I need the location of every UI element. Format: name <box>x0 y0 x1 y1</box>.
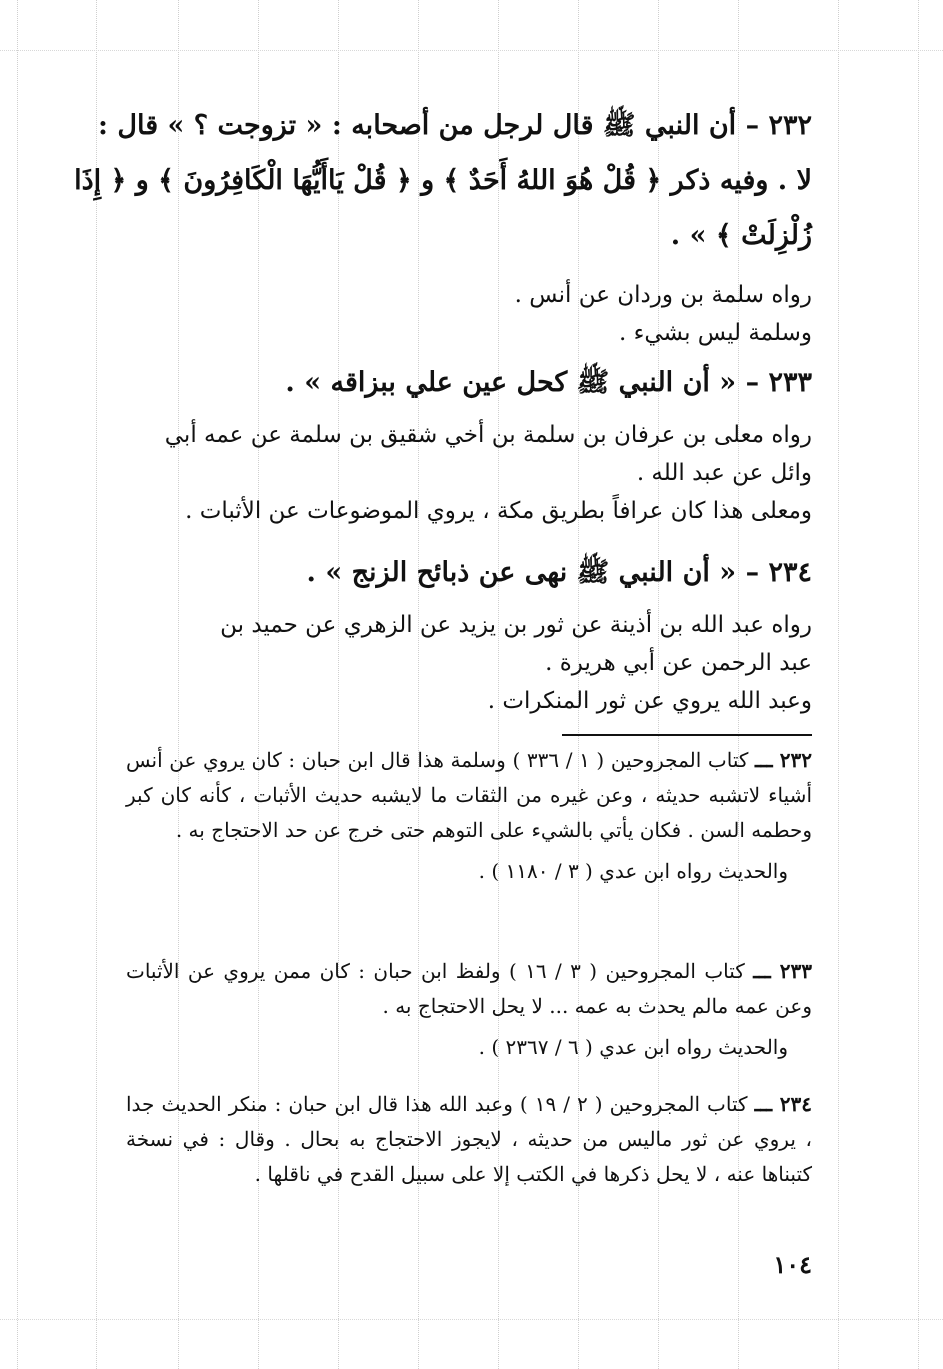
narration-233-line-3: ومعلى هذا كان عرافاً بطريق مكة ، يروي الموضوعات عن الأثبات . <box>185 498 812 524</box>
footnote-232-body <box>126 743 812 848</box>
narration-232 <box>126 276 812 352</box>
footnote-separator <box>562 734 812 736</box>
footnote-232-reference: والحديث رواه ابن عدي ( ٣ / ١١٨٠ ) . <box>478 859 788 883</box>
narration-234-line-1: رواه عبد الله بن أذينة عن ثور بن يزيد عن الزهري عن حميد بن <box>220 612 812 638</box>
footnote-234-text: كتاب المجروحين ( ٢ / ١٩ ) وعبد الله هذا قال ابن حبان : منكر الحديث جدا ، يروي عن ثور ماليس من حديثه ، لايجوز الاحتجاج به بحال . وقال : في نسخة كتبناها عنه ، لا يحل ذكرها في الكتب إلا على سبيل القدح في ناقلها . <box>126 1092 812 1186</box>
footnote-233-number: ٢٣٣ ـــ <box>753 959 813 983</box>
narration-232-line-1: رواه سلمة بن وردان عن أنس . <box>514 282 812 308</box>
page-number: ١٠٤ <box>773 1250 812 1279</box>
hadith-233 <box>126 358 812 408</box>
footnote-232-number: ٢٣٢ ـــ <box>754 748 813 772</box>
footnote-234-body <box>126 1087 812 1192</box>
scan-guide-line <box>838 0 839 1369</box>
narration-233-line-1: رواه معلى بن عرفان بن سلمة بن أخي شقيق بن سلمة عن عمه أبي <box>164 422 812 448</box>
footnote-233-text: كتاب المجروحين ( ٣ / ١٦ ) ولفظ ابن حبان : كان ممن يروي عن الأثبات وعن عمه مالم يحدث به عمه ... لا يحل الاحتجاج به . <box>126 959 812 1018</box>
narration-233-line-2: وائل عن عبد الله . <box>636 460 812 486</box>
footnote-234-number: ٢٣٤ ـــ <box>754 1092 813 1116</box>
narration-233 <box>126 416 812 530</box>
scan-guide-line <box>17 0 18 1369</box>
hadith-232-line-3: زُلْزِلَتْ ﴾ » . <box>670 220 812 251</box>
footnote-234 <box>126 1087 812 1192</box>
hadith-232-line-2: لا . وفيه ذكر ﴿ قُلْ هُوَ اللهُ أَحَدٌ ﴾ و ﴿ قُلْ يَاأَيُّهَا الْكَافِرُونَ ﴾ و ﴿ إِذَا <box>74 165 812 196</box>
hadith-232-line-1: ٢٣٢ – أن النبي ﷺ قال لرجل من أصحابه : « تزوجت ؟ » قال : <box>97 110 812 141</box>
narration-234-line-3: وعبد الله يروي عن ثور المنكرات . <box>487 688 812 714</box>
narration-232-line-2: وسلمة ليس بشيء . <box>618 320 812 346</box>
footnote-233-reference: والحديث رواه ابن عدي ( ٦ / ٢٣٦٧ ) . <box>478 1035 788 1059</box>
hadith-233-title: ٢٣٣ – « أن النبي ﷺ كحل عين علي ببزاقه » . <box>285 367 812 398</box>
footnote-233-body <box>126 954 812 1024</box>
narration-234-line-2: عبد الرحمن عن أبي هريرة . <box>545 650 812 676</box>
hadith-234 <box>126 548 812 598</box>
hadith-234-title: ٢٣٤ – « أن النبي ﷺ نهى عن ذبائح الزنج » . <box>306 557 812 588</box>
footnote-232 <box>126 743 812 889</box>
scan-guide-line <box>0 50 943 51</box>
scan-guide-line <box>918 0 919 1369</box>
footnote-233 <box>126 954 812 1065</box>
scan-guide-line <box>0 1319 943 1320</box>
narration-234 <box>126 606 812 720</box>
hadith-232 <box>74 98 812 263</box>
footnote-232-text: كتاب المجروحين ( ١ / ٣٣٦ ) وسلمة هذا قال ابن حبان : كان يروي عن أنس أشياء لاتشبه حديثه ، وعن غيره من الثقات ما لايشبه حديث الأثبات ، كأنه كان كبر وحطمه السن . فكان يأتي بالشيء على التوهم حتى خرج عن حد الاحتجاج به . <box>126 748 812 842</box>
